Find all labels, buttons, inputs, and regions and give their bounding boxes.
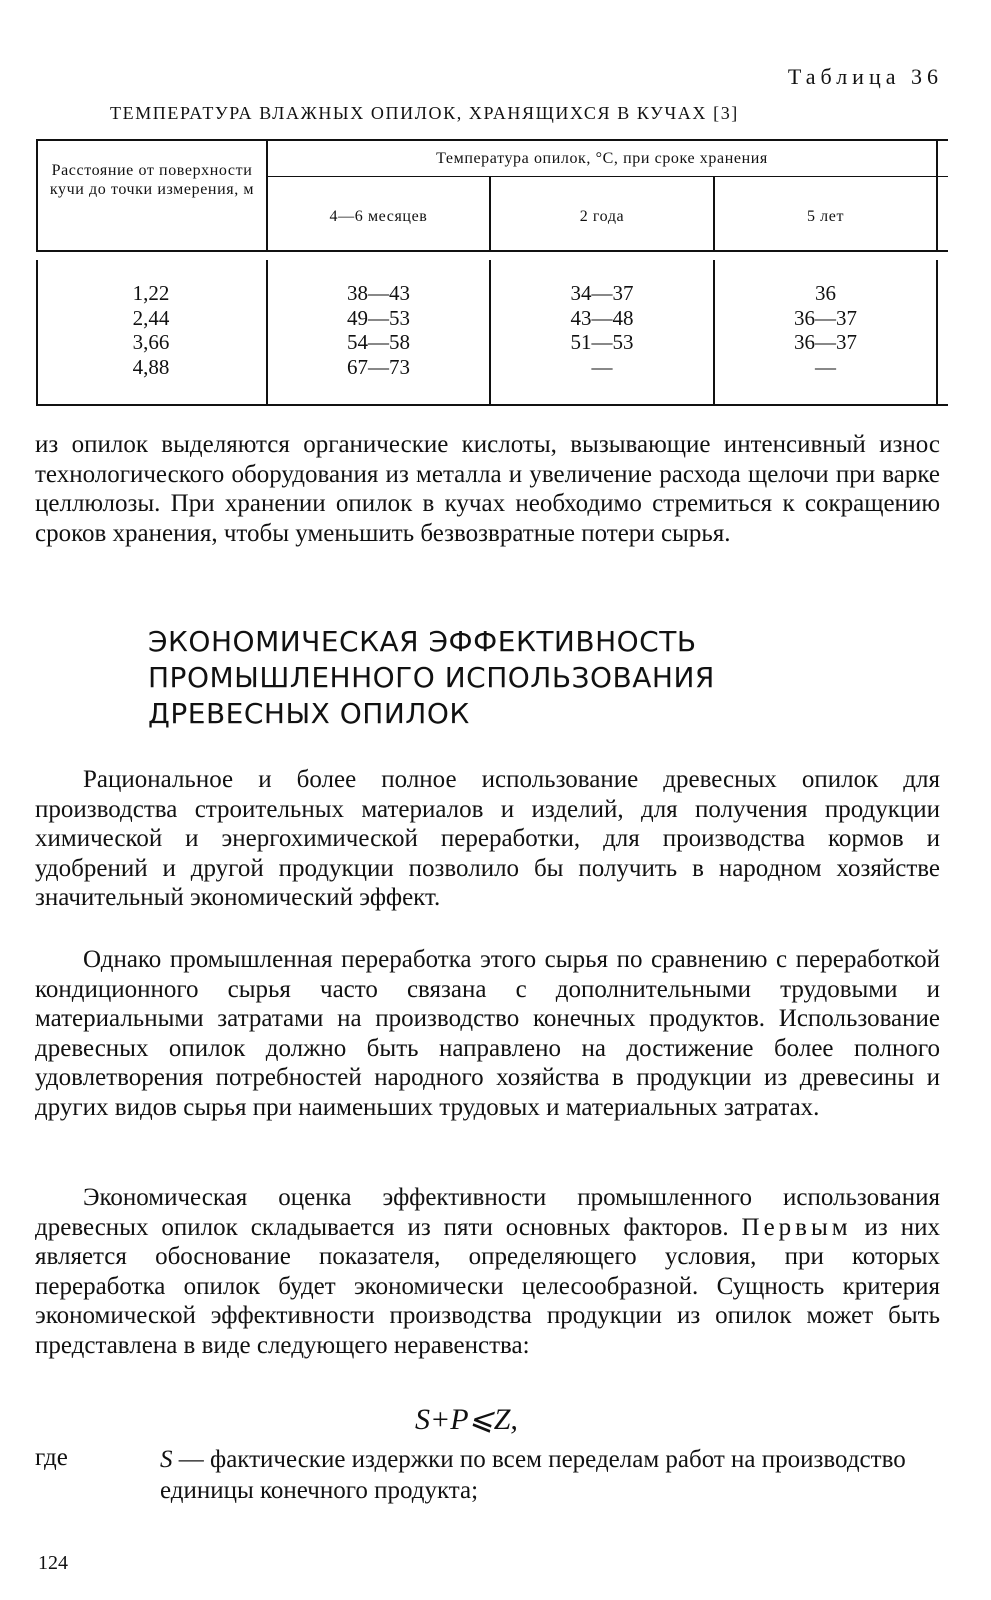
paragraph-1: Рациональное и более полное использование древесных опилок для производства строительных материалов и изделий, для получения продукции химической и энергохимической переработки, для производства кормов и удобрений и другой продукции позволило бы получить в народном хозяйстве значительный экономический эффект. [35,766,940,911]
temperature-table [36,139,948,407]
table-top-rule [36,139,948,141]
where-symbol: S [160,1446,173,1473]
column-4-6-months: 38—43 49—53 54—58 67—73 [347,281,410,379]
paragraph-3-start: Экономическая оценка эффективности промышленного использования древесных опилок складывается из пяти основных факторов. [35,1184,940,1241]
table-subheader-rule [268,176,948,177]
paragraph-3-emphasis: Первым [741,1213,852,1241]
page-number: 124 [38,1552,68,1574]
table-left-border-head [36,139,38,250]
header-period-5-years: 5 лет [806,208,845,225]
table-header-rule [36,250,948,252]
inequality-formula: S+P⩽Z, [415,1403,518,1436]
table-title: ТЕМПЕРАТУРА ВЛАЖНЫХ ОПИЛОК, ХРАНЯЩИХСЯ В КУЧАХ [3] [110,103,739,123]
where-definition-text: — фактические издержки по всем переделам работ на производство единицы конечного продукта; [160,1446,906,1504]
table-right-border-head [936,139,938,250]
section-heading: ЭКОНОМИЧЕСКАЯ ЭФФЕКТИВНОСТЬ ПРОМЫШЛЕННОГО ИСПОЛЬЗОВАНИЯ ДРЕВЕСНЫХ ОПИЛОК [148,625,715,730]
where-label: где [35,1444,68,1471]
column-distance: 1,22 2,44 3,66 4,88 [132,281,170,379]
paragraph-2: Однако промышленная переработка этого сырья по сравнению с переработкой кондиционного сырья часто связана с дополнительными трудовыми и материальными затратами на производство конечных продуктов. Использование древесных опилок должно быть направлено на достижение более полного удовлетворения потребностей народного хозяйства в продукции из древесины и других видов сырья при наименьших трудовых и материальных затратах. [35,946,940,1121]
header-temperature: Температура опилок, °С, при сроке хранения [436,150,768,167]
continuation-paragraph: из опилок выделяются органические кислоты, вызывающие интенсивный износ технологического оборудования из металла и увеличение расхода щелочи при варке целлюлозы. При хранении опилок в кучах необходимо стремиться к сокращению сроков хранения, чтобы уменьшить безвозвратные потери сырья. [35,431,940,547]
paragraph-3-end: из них является обоснование показателя, определяющего условия, при которых переработка опилок будет экономически целесообразной. Сущность критерия экономической эффективности производства продукции из опилок может быть представлена в виде следующего неравенства: [35,1213,941,1359]
table-bottom-rule [36,404,948,406]
paragraph-3 [35,1183,940,1360]
table-number: Таблица 36 [787,64,943,89]
column-2-years: 34—37 43—48 51—53 — [570,281,634,379]
header-period-2-years: 2 года [579,208,625,225]
where-definition [160,1444,940,1506]
header-period-4-6-months: 4—6 месяцев [329,208,428,225]
table-right-border-body [936,260,938,406]
header-distance: Расстояние от поверхности кучи до точки измерения, м [49,162,255,198]
column-5-years: 36 36—37 36—37 — [794,281,857,379]
